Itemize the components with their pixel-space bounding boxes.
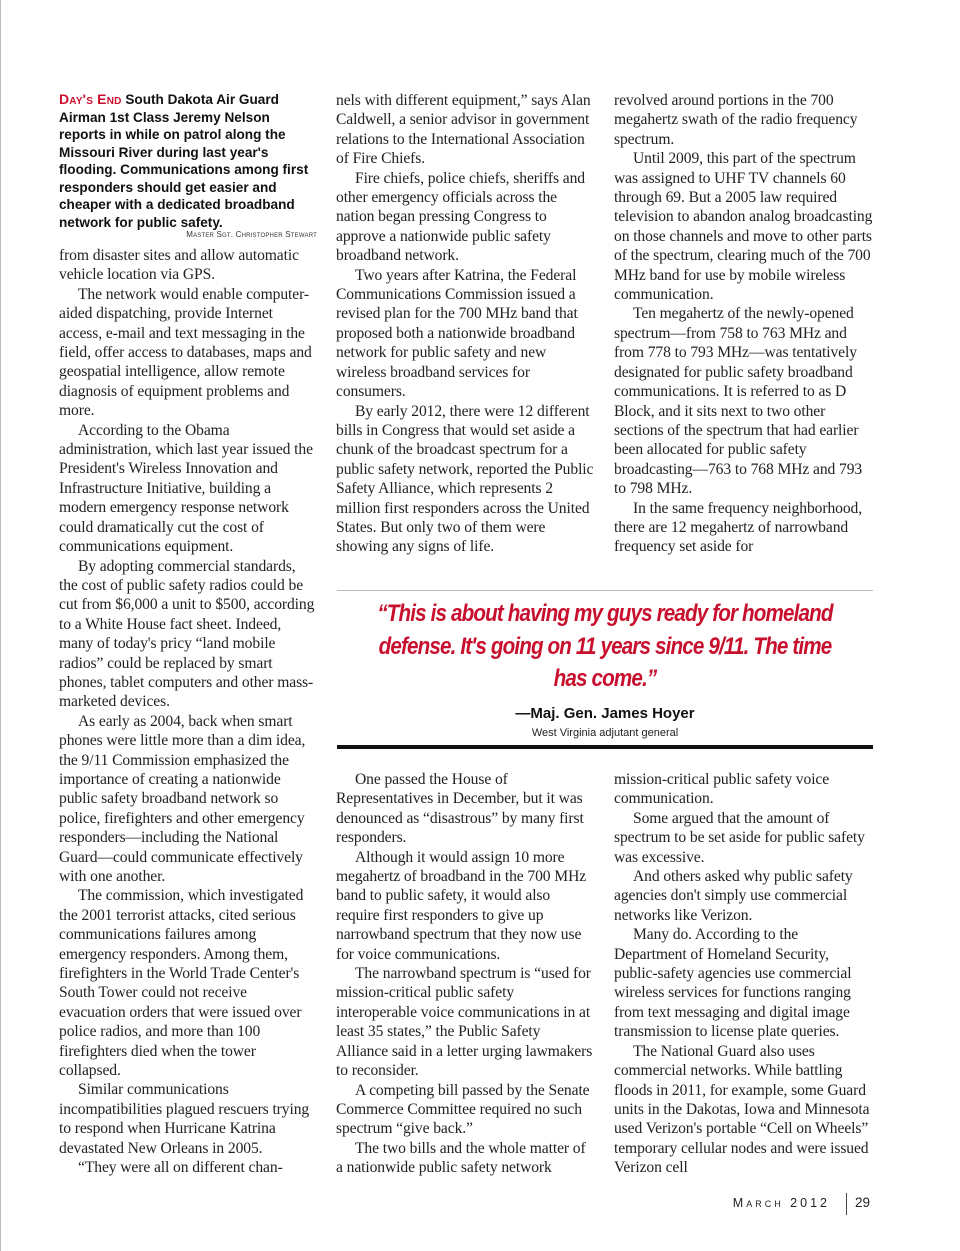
paragraph: Ten megahertz of the newly-opened spectrum—from 758 to 763 MHz and from 778 to 793 MHz—was tentatively designated for public safety broadband communications. It is referred to as D Block, and it sits next to two other sections of the spectrum that had earlier been allocated for public safety broadcasting—763 to 768 MHz and 793 to 798 MHz.	[614, 305, 863, 498]
pullquote-text: “This is about having my guys ready for homeland defense. It's going on 11 years since 9/11. The time has come.”	[377, 600, 833, 692]
paragraph: Until 2009, this part of the spectrum was assigned to UHF TV channels 60 through 69. But a 2005 law required television to abandon analog broadcasting on those channels and move to other parts of the spectrum, clearing much of the 700 MHz band for use by mobile wireless communication.	[614, 150, 873, 304]
pullquote-attribution: —Maj. Gen. James Hoyer	[515, 705, 695, 722]
paragraph: In the same frequency neighborhood, there are 12 megahertz of narrowband frequency set aside for	[614, 499, 863, 556]
pullquote-title: West Virginia adjutant general	[531, 727, 679, 739]
paragraph: Many do. According to the Department of Homeland Security, public-safety agencies use commercial wireless services for functions ranging from text messaging and digital image transmission to license plate queries.	[614, 926, 852, 1041]
caption-text: South Dakota Air Guard Airman 1st Class Jeremy Nelson reports in while on patrol along the Missouri River during last year's flooding. Communications among first responders should get easier and cheaper with a dedicated broadband network for public safety.	[59, 92, 309, 230]
paragraph: revolved around portions in the 700 megahertz swath of the radio frequency spectrum.	[614, 92, 858, 148]
page-number: 29	[855, 1195, 871, 1210]
column-3-bottom	[614, 770, 874, 1178]
paragraph: from disaster sites and allow automatic vehicle location via GPS.	[59, 247, 299, 284]
footer-divider	[846, 1193, 847, 1215]
paragraph: By adopting commercial standards, the cost of public safety radios could be cut from $6,000 a unit to $500, according to a White House fact sheet. Indeed, many of today's pricy “land mobile radios” could be replaced by smart phones, tablet computers and other mass-marketed devices.	[59, 557, 315, 711]
paragraph: One passed the House of Representatives in December, but it was denounced as “disastrous” by many first responders.	[336, 771, 584, 847]
column-2-top	[336, 91, 594, 557]
paragraph: And others asked why public safety agencies don't simply use commercial networks like Verizon.	[614, 868, 853, 924]
paragraph: Fire chiefs, police chiefs, sheriffs and other emergency officials across the nation began pressing Congress to approve a nationwide public safety broadband network.	[336, 169, 585, 265]
paragraph: According to the Obama administration, which last year issued the President's Wireless Innovation and Infrastructure Initiative, building a modern emergency response network could dramatically cut the cost of communications equipment.	[59, 421, 313, 556]
paragraph: Similar communications incompatibilities plagued rescuers trying to respond when Hurricane Katrina devastated New Orleans in 2005.	[59, 1081, 310, 1157]
paragraph: nels with different equipment,” says Alan Caldwell, a senior advisor in government relations to the International Association of Fire Chiefs.	[336, 92, 591, 168]
page-footer	[0, 1193, 960, 1217]
paragraph: Although it would assign 10 more megahertz of broadband in the 700 MHz band to public safety, it would also require first responders to give up narrowband spectrum that they now use for voice communications.	[336, 848, 587, 963]
paragraph: The National Guard also uses commercial networks. While battling floods in 2011, for example, some Guard units in the Dakotas, Iowa and Minnesota used Verizon's portable “Cell on Wheels” temporary cellular nodes and were issued Verizon cell	[614, 1042, 870, 1177]
paragraph: The network would enable computer-aided dispatching, provide Internet access, e-mail and text messaging in the field, offer access to databases, maps and geospatial intelligence, allow remote diagnosis of equipment problems and more.	[59, 285, 312, 420]
pullquote-bottom-rule	[337, 745, 873, 749]
paragraph: “They were all on different chan-	[78, 1159, 283, 1177]
paragraph: By early 2012, there were 12 different bills in Congress that would set aside a chunk of the broadcast spectrum for a public safety network, reported the Public Safety Alliance, which represents 2 million first responders across the United States. But only two of them were showing any signs of life.	[336, 402, 594, 556]
paragraph: mission-critical public safety voice communication.	[614, 771, 830, 808]
column-3-top	[614, 91, 874, 557]
photo-credit: Master Sgt. Christopher Stewart	[186, 230, 317, 239]
paragraph: Two years after Katrina, the Federal Communications Commission issued a revised plan for the 700 MHz band that proposed both a nationwide broadband network for public safety and new wireless broadband services for consumers.	[336, 266, 578, 401]
page-edge-rule	[0, 0, 1, 1251]
paragraph: Some argued that the amount of spectrum to be set aside for public safety was excessive.	[614, 809, 865, 866]
column-1	[59, 246, 317, 1178]
paragraph: The two bills and the whole matter of a nationwide public safety network	[336, 1139, 586, 1177]
column-2-bottom	[336, 770, 594, 1178]
photo-caption	[59, 91, 315, 231]
paragraph: As early as 2004, back when smart phones were little more than a dim idea, the 9/11 Commission emphasized the importance of creating a nationwide public safety broadband network so police, firefighters and other emergency responders—including the National Guard—could communicate effectively with one another.	[59, 712, 306, 885]
paragraph: The narrowband spectrum is “used for mission-critical public safety interoperable voice communications in at least 35 states,” the Public Safety Alliance said in a letter urging lawmakers to reconsider.	[336, 965, 593, 1080]
issue-date: March 2012	[732, 1196, 830, 1210]
pullquote-top-rule	[337, 590, 873, 591]
paragraph: A competing bill passed by the Senate Commerce Committee required no such spectrum “give back.”	[336, 1081, 590, 1138]
paragraph: The commission, which investigated the 2001 terrorist attacks, cited serious communications failures among emergency responders. Among them, firefighters in the World Trade Center's South Tower could not receive evacuation orders that were issued over police radios, and more than 100 firefighters died when the tower collapsed.	[59, 887, 304, 1080]
caption-kicker: Day's End	[59, 91, 122, 107]
